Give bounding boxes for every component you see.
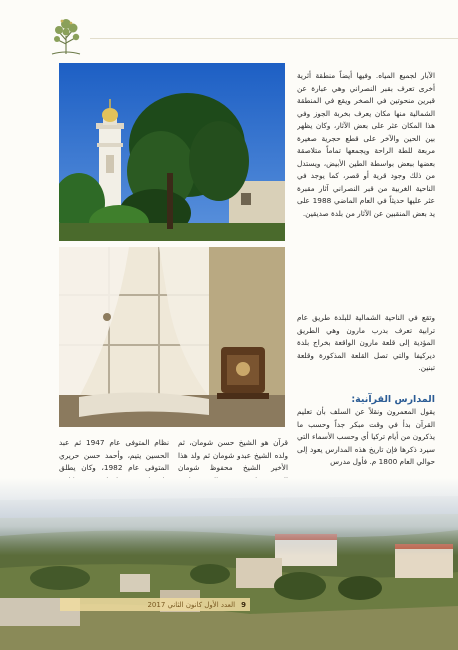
tree-logo-icon (46, 10, 86, 56)
photo-village-panorama (0, 478, 458, 650)
article-paragraph-1: الآبار لجميع المياه. وفيها أيضاً منطقة أثرية أخرى تعرف بقبر النصراني وهي عبارة عن قبرين منحوتين في الصخر ويقع في المنطقة الشمالية منها مكان يعرف بخربة الجوز وفي هذا المكان عثر على بعض الآثار، وكان يظهر بين الحين والآخر على قطع حجرية صغيرة مربعة للطة الراحة ويجمعها تماماً متلاصقة بعضها ببعض بواسطة الطين الأبيض، ويستدل من ذلك وجود قرية أو قصر، كما يوجد في الناحية الغربية من قبر النصراني آثار مقبرة عثر عليها حديثاً في العام الماضي 1988 على يد بعض المنقبين عن الآثار من بلدة صديقين. (297, 71, 435, 218)
page-number: 9 (241, 600, 246, 609)
photo-minaret (59, 63, 285, 241)
photo-interior (59, 247, 285, 427)
article-paragraph-2: وتقع في الناحية الشمالية للبلدة طريق عام ترابية تعرف بدرب مارون وهي الطريق المؤدية إلى قلعة مارون الواقعة بخراج بلدة ديركيفا والتي تصل القلعة المذكورة وقلعة تبنين. (297, 313, 435, 372)
issue-label: العدد الأول كانون الثاني 2017 (147, 600, 236, 609)
header-rule (90, 38, 458, 39)
article-column-middle: قرآن هو الشيخ حسن شومان، ثم ولده الشيخ عبدو شومان ثم ولد هذا الأخير الشيخ محفوظ شومان (178, 438, 288, 472)
article-column-left: نظام المتوفى عام 1947 ثم عبد الحسين يتيم، وأحمد حسن حريري المتوفى عام 1982، وكان يطلق (59, 438, 169, 472)
page-folio (60, 598, 250, 611)
section-heading: المدارس القرآنية: (351, 394, 435, 405)
article-paragraph-3: يقول المعمرون ونقلاً عن السلف بأن تعليم القرآن بدأ في وقت مبكر جداً وحسب ما يذكرون من أيام تركيا أي وحسب الأسماء التي سيرد ذكرها فإن تاريخ هذه المدارس يعود إلى حوالي العام 1800 م. فأول مدرس (297, 407, 435, 466)
